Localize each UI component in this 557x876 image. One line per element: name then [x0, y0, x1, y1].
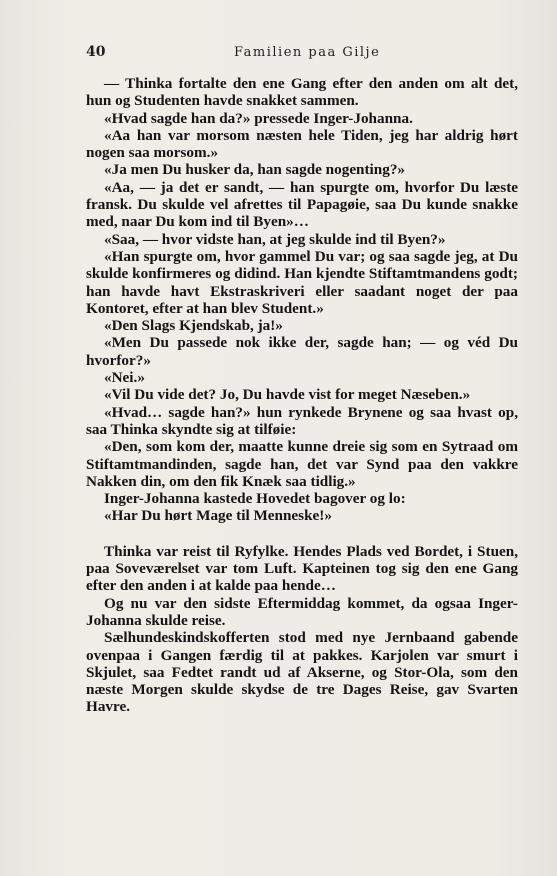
paragraph: «Den, som kom der, maatte kunne dreie sig som en Sytraad om Stiftamtmandinden, sagde han, det var Synd paa den vakkre Nakken din, om den fik Knæk saa tidlig.» [86, 438, 518, 490]
paragraph: Thinka var reist til Ryfylke. Hendes Plads ved Bordet, i Stuen, paa Soveværelset var tom Luft. Kapteinen tog sig den ene Gang efter den anden i at kalde paa hende… [86, 542, 518, 595]
paragraph: «Vil Du vide det? Jo, Du havde vist for meget Næseben.» [104, 386, 471, 404]
paragraph: «Nei.» [104, 369, 145, 387]
paragraph: «Den Slags Kjendskab, ja!» [104, 317, 283, 335]
paragraph: «Aa, — ja det er sandt, — han spurgte om, hvorfor Du læste fransk. Du skulde vel afrettes til Papagøie, saa Du kunde snakke med, naar Du kom ind til Byen»… [86, 178, 518, 231]
paragraph: — Thinka fortalte den ene Gang efter den anden om alt det, hun og Studenten havde snakket sammen. [86, 75, 518, 110]
paragraph: Sælhundeskindskofferten stod med nye Jernbaand gabende ovenpaa i Gangen færdig til at pakkes. Karjolen var smurt i Skjulet, saa Fedtet randt ud af Akserne, og Stor-Ola, som den næste Morgen skulde skydse de tre Dages Reise, gav Svarten Havre. [86, 629, 518, 716]
paragraph: «Hvad… sagde han?» hun rynkede Brynene og saa hvast op, saa Thinka skyndte sig at tilføie: [86, 403, 518, 438]
paragraph: Og nu var den sidste Eftermiddag kommet, da ogsaa Inger-Johanna skulde reise. [86, 594, 518, 629]
body-text [86, 75, 518, 716]
page-header [86, 44, 514, 64]
running-title: Familien paa Gilje [234, 45, 381, 60]
paragraph: «Han spurgte om, hvor gammel Du var; og saa sagde jeg, at Du skulde konfirmeres og didind. Han kjendte Stiftamtmandens godt; han havde havt Ekstraskriveri eller saadant noget der paa Kontoret, efter at han blev Student.» [86, 247, 518, 317]
paragraph: «Har Du hørt Mage til Menneske!» [104, 507, 332, 525]
paragraph: «Saa, — hvor vidste han, at jeg skulde ind til Byen?» [104, 230, 446, 248]
paragraph: «Ja men Du husker da, han sagde nogenting?» [104, 161, 406, 179]
paragraph: «Hvad sagde han da?» pressede Inger-Johanna. [104, 109, 413, 127]
page-number: 40 [86, 44, 106, 60]
paragraph: «Aa han var morsom næsten hele Tiden, jeg har aldrig hørt nogen saa morsom.» [86, 126, 518, 162]
paragraph: Inger-Johanna kastede Hovedet bagover og lo: [104, 490, 406, 508]
paragraph: «Men Du passede nok ikke der, sagde han; — og véd Du hvorfor?» [86, 334, 518, 369]
